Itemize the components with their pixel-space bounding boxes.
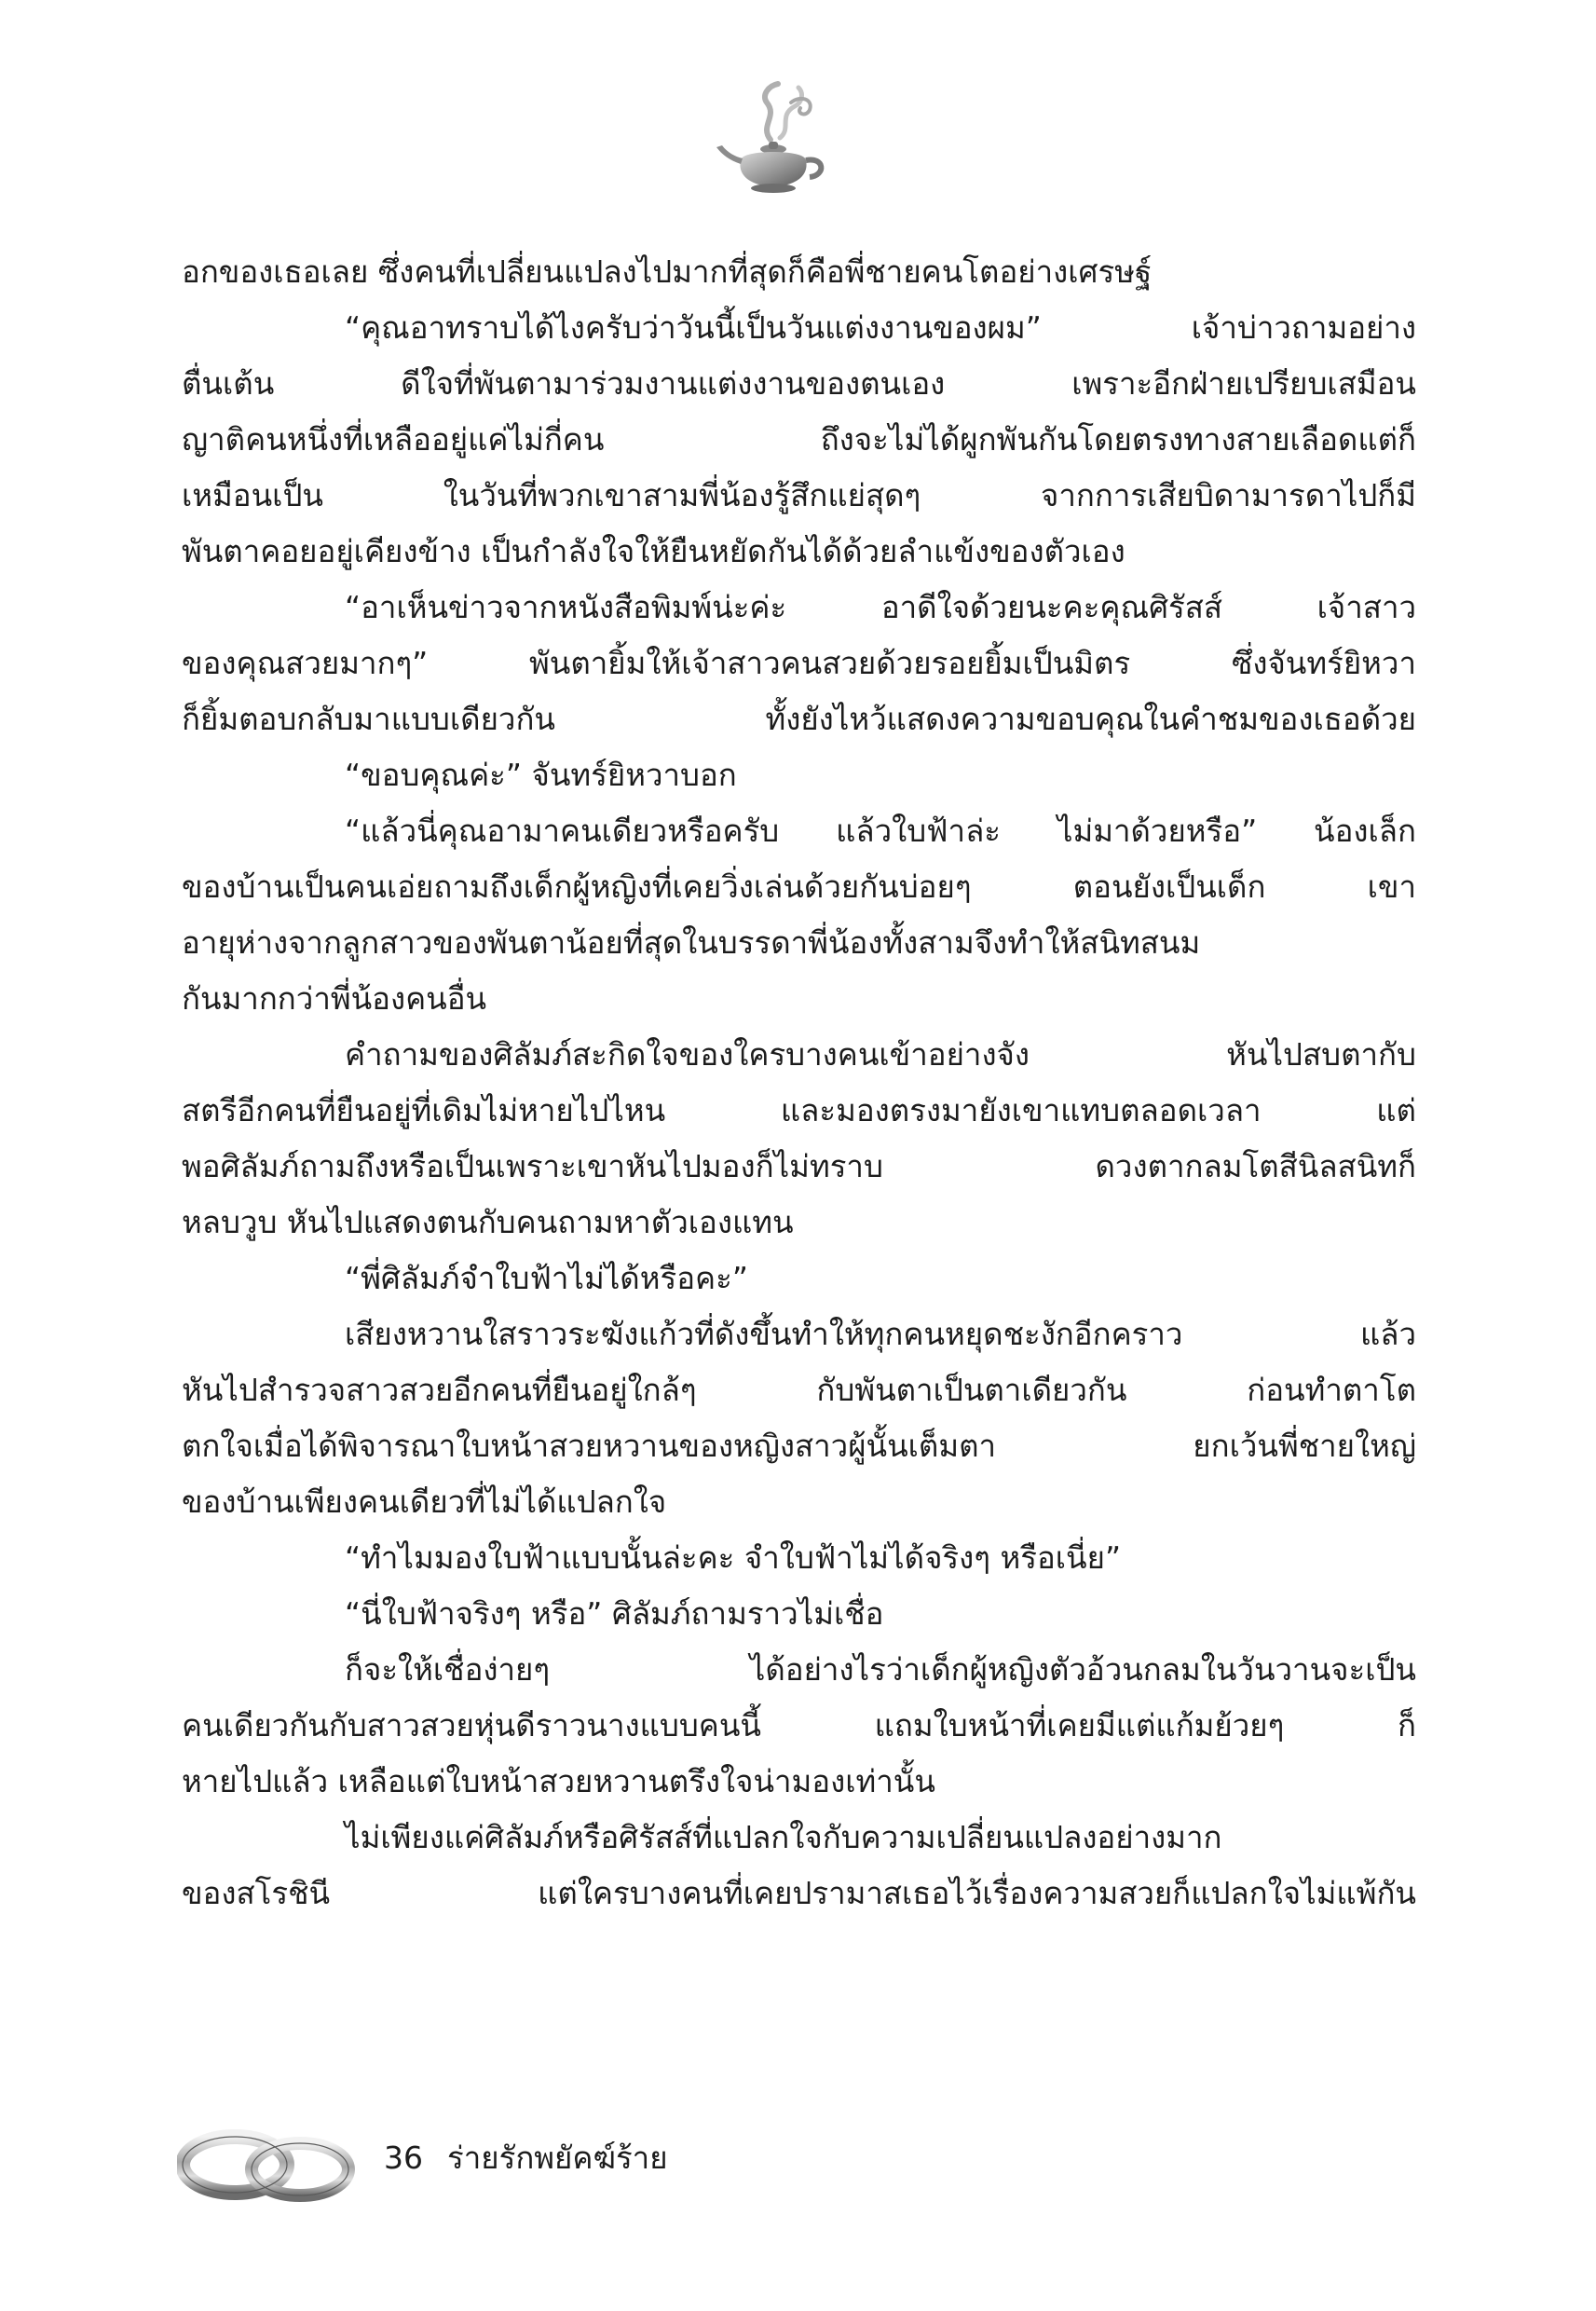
text-line-18: หลบวูบ หันไปแสดงตนกับคนถามหาตัวเองแทน: [182, 1204, 794, 1240]
wedding-rings-icon: [177, 2118, 359, 2207]
text-line-11: “แล้วนี่คุณอามาคนเดียวหรือครับ แล้วใบฟ้าล่ะ ไม่มาด้วยหรือ” น้องเล็ก: [345, 813, 1416, 849]
text-line-13: อายุห่างจากลูกสาวของพันตาน้อยที่สุดในบรรดาพี่น้องทั้งสามจึงทำให้สนิทสนม: [182, 924, 1201, 961]
text-line-24: “ทำไมมองใบฟ้าแบบนั้นล่ะคะ จำใบฟ้าไม่ได้จริงๆ หรือเนี่ย”: [345, 1539, 1122, 1576]
text-line-14: กันมากกว่าพี่น้องคนอื่น: [182, 980, 487, 1017]
text-line-7: “อาเห็นข่าวจากหนังสือพิมพ์น่ะค่ะ อาดีใจด้วยนะคะคุณศิรัสส์ เจ้าสาว: [345, 589, 1416, 625]
teapot-ornament-icon: [713, 75, 834, 214]
text-line-17: พอศิลัมภ์ถามถึงหรือเป็นเพราะเขาหันไปมองก็ไม่ทราบ ดวงตากลมโตสีนิลสนิทก็: [182, 1148, 1416, 1184]
text-line-25: “นี่ใบฟ้าจริงๆ หรือ” ศิลัมภ์ถามราวไม่เชื่อ: [345, 1595, 884, 1632]
text-line-9: ก็ยิ้มตอบกลับมาแบบเดียวกัน ทั้งยังไหว้แสดงความขอบคุณในคำชมของเธอด้วย: [182, 701, 1416, 737]
text-line-5: เหมือนเป็น ในวันที่พวกเขาสามพี่น้องรู้สึกแย่สุดๆ จากการเสียบิดามารดาไปก็มี: [182, 477, 1416, 513]
text-line-30: ของสโรชินี แต่ใครบางคนที่เคยปรามาสเธอไว้เรื่องความสวยก็แปลกใจไม่แพ้กัน: [182, 1875, 1416, 1911]
text-line-3: ตื่นเต้น ดีใจที่พันตามาร่วมงานแต่งงานของตนเอง เพราะอีกฝ่ายเปรียบเสมือน: [182, 365, 1416, 402]
body-text: [182, 244, 1416, 1921]
text-line-4: ญาติคนหนึ่งที่เหลืออยู่แค่ไม่กี่คน ถึงจะไม่ได้ผูกพันกันโดยตรงทางสายเลือดแต่ก็: [182, 421, 1416, 458]
text-line-8: ของคุณสวยมากๆ” พันตายิ้มให้เจ้าสาวคนสวยด้วยรอยยิ้มเป็นมิตร ซึ่งจันทร์ยิหวา: [182, 645, 1416, 681]
text-line-26: ก็จะให้เชื่อง่ายๆ ได้อย่างไรว่าเด็กผู้หญิงตัวอ้วนกลมในวันวานจะเป็น: [345, 1651, 1416, 1688]
page-footer: [177, 2113, 1016, 2216]
page-number: 36: [384, 2140, 423, 2176]
text-line-20: เสียงหวานใสราวระฆังแก้วที่ดังขึ้นทำให้ทุกคนหยุดชะงักอีกคราว แล้ว: [345, 1316, 1416, 1352]
text-line-2: “คุณอาทราบได้ไงครับว่าวันนี้เป็นวันแต่งงานของผม” เจ้าบ่าวถามอย่าง: [345, 309, 1416, 346]
text-line-27: คนเดียวกันกับสาวสวยหุ่นดีราวนางแบบคนนี้ แถมใบหน้าที่เคยมีแต่แก้มย้วยๆ ก็: [182, 1707, 1416, 1744]
text-line-15: คำถามของศิลัมภ์สะกิดใจของใครบางคนเข้าอย่างจัง หันไปสบตากับ: [345, 1036, 1416, 1073]
footer-text: [384, 2130, 668, 2186]
text-line-12: ของบ้านเป็นคนเอ่ยถามถึงเด็กผู้หญิงที่เคยวิ่งเล่นด้วยกันบ่อยๆ ตอนยังเป็นเด็ก เขา: [182, 868, 1416, 905]
text-line-21: หันไปสำรวจสาวสวยอีกคนที่ยืนอยู่ใกล้ๆ กับพันตาเป็นตาเดียวกัน ก่อนทำตาโต: [182, 1372, 1416, 1408]
text-line-1: อกของเธอเลย ซึ่งคนที่เปลี่ยนแปลงไปมากที่สุดก็คือพี่ชายคนโตอย่างเศรษฐ์: [182, 253, 1153, 290]
text-line-10: “ขอบคุณค่ะ” จันทร์ยิหวาบอก: [345, 757, 737, 793]
text-line-23: ของบ้านเพียงคนเดียวที่ไม่ได้แปลกใจ: [182, 1484, 667, 1520]
book-title: ร่ายรักพยัคฆ์ร้าย: [447, 2140, 668, 2176]
text-line-6: พันตาคอยอยู่เคียงข้าง เป็นกำลังใจให้ยืนหยัดกันได้ด้วยลำแข้งของตัวเอง: [182, 533, 1125, 569]
text-line-22: ตกใจเมื่อได้พิจารณาใบหน้าสวยหวานของหญิงสาวผู้นั้นเต็มตา ยกเว้นพี่ชายใหญ่: [182, 1428, 1416, 1464]
text-line-28: หายไปแล้ว เหลือแต่ใบหน้าสวยหวานตรึงใจน่ามองเท่านั้น: [182, 1763, 935, 1799]
text-line-29: ไม่เพียงแค่ศิลัมภ์หรือศิรัสส์ที่แปลกใจกับความเปลี่ยนแปลงอย่างมาก: [345, 1819, 1222, 1855]
text-line-19: “พี่ศิลัมภ์จำใบฟ้าไม่ได้หรือคะ”: [345, 1260, 748, 1296]
text-line-16: สตรีอีกคนที่ยืนอยู่ที่เดิมไม่หายไปไหน และมองตรงมายังเขาแทบตลอดเวลา แต่: [182, 1092, 1416, 1128]
